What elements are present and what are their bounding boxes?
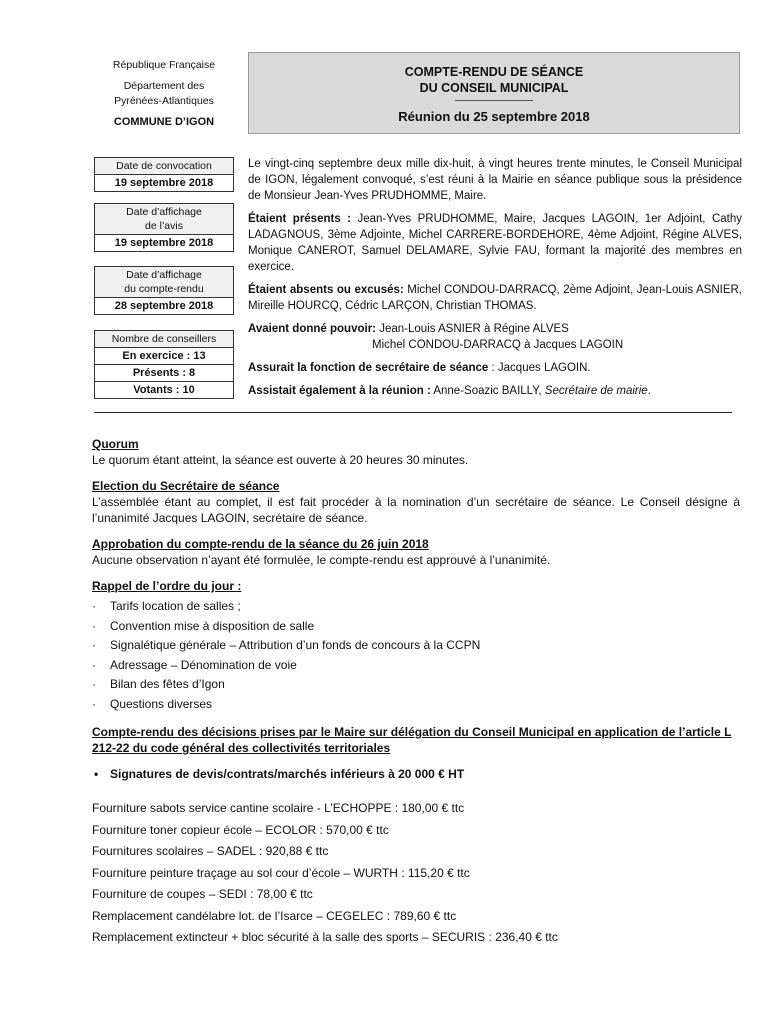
departement-line-1: Département des: [123, 80, 205, 92]
title-line-2: DU CONSEIL MUNICIPAL: [419, 81, 569, 95]
list-dot-icon: ·: [92, 657, 96, 672]
bullet-icon: •: [94, 767, 99, 781]
approbation-section: [92, 536, 740, 568]
affichage-cr-box: [94, 266, 234, 315]
affichage-avis-label-l1: Date d’affichage: [126, 206, 202, 218]
affichage-cr-label: [95, 267, 233, 298]
quorum-title: Quorum: [92, 437, 139, 451]
assistait-end: .: [647, 385, 651, 397]
affichage-avis-value: 19 septembre 2018: [114, 237, 214, 249]
list-dot-icon: ·: [92, 599, 96, 613]
agenda-item: [92, 695, 740, 715]
agenda-item-label: Bilan des fêtes d’Igon: [110, 677, 225, 691]
conseillers-label: Nombre de conseillers: [95, 331, 233, 348]
devis-list: [92, 798, 740, 949]
devis-item: Remplacement candélabre lot. de l’Isarce – CEGELEC : 789,60 € ttc: [92, 908, 457, 923]
decisions-title: Compte-rendu des décisions prises par le Maire sur délégation du Conseil Municipal en application de l’article L 212-22 du code général des collectivités territoriales: [92, 725, 732, 755]
signatures-label: Signatures de devis/contrats/marchés inférieurs à 20 000 € HT: [110, 767, 465, 781]
header-divider: [94, 412, 732, 413]
conseillers-box: [94, 330, 234, 399]
agenda-item: [92, 597, 740, 617]
votants-value: Votants : 10: [95, 381, 233, 398]
intro-text: [248, 156, 742, 406]
election-section: [92, 478, 740, 526]
devis-item: Fourniture peinture traçage au sol cour d’école – WURTH : 115,20 € ttc: [92, 865, 470, 880]
rappel-title: Rappel de l’ordre du jour :: [92, 579, 242, 593]
pouvoir-paragraph: [248, 321, 742, 353]
devis-item: Fournitures scolaires – SADEL : 920,88 € ttc: [92, 844, 329, 858]
agenda-item: [92, 617, 740, 637]
absents-label: Étaient absents ou excusés:: [248, 284, 404, 296]
agenda-item-label: Signalétique générale – Attribution d’un fonds de concours à la CCPN: [110, 638, 481, 652]
convocation-value: 19 septembre 2018: [114, 177, 214, 189]
commune-label: COMMUNE D’IGON: [113, 116, 215, 128]
agenda-item-label: Adressage – Dénomination de voie: [110, 657, 297, 672]
agenda-item-label: Convention mise à disposition de salle: [110, 618, 315, 633]
quorum-section: [92, 436, 740, 468]
assistait-role: Secrétaire de mairie: [544, 385, 648, 397]
pouvoir-2: Michel CONDOU-DARRACQ à Jacques LAGOIN: [372, 339, 624, 351]
agenda-item-label: Questions diverses: [110, 696, 213, 711]
list-dot-icon: ·: [92, 618, 96, 633]
affichage-cr-label-l1: Date d’affichage: [126, 269, 202, 281]
pouvoir-1: Jean-Louis ASNIER à Régine ALVES: [376, 323, 569, 335]
absents-text: Michel CONDOU-DARRACQ, 2ème Adjoint, Jean-Louis ASNIER, Mireille HOURCQ, Cédric LARÇON, Christian THOMAS.: [248, 284, 742, 312]
agenda-list: [92, 597, 740, 714]
affichage-avis-label-l2: de l’avis: [145, 220, 183, 232]
departement-line-2: Pyrénées-Atlantiques: [114, 95, 214, 107]
signatures-bullet: [92, 766, 740, 782]
absents-paragraph: [248, 282, 742, 314]
presents-label: Étaient présents :: [248, 213, 352, 225]
devis-item: Fourniture de coupes – SEDI : 78,00 € ttc: [92, 887, 313, 901]
approbation-text: Aucune observation n’ayant été formulée, le compte-rendu est approuvé à l’unanimité.: [92, 553, 551, 567]
agenda-item-label: Tarifs location de salles ;: [110, 599, 241, 613]
presents-paragraph: [248, 211, 742, 275]
opening-paragraph: Le vingt-cinq septembre deux mille dix-huit, à vingt heures trente minutes, le Conseil Municipal de IGON, légalement convoqué, s’est réuni à la Mairie en séance publique sous la présidence de Monsieur Jean-Yves PRUDHOMME, Maire.: [248, 158, 742, 202]
secretaire-text: : Jacques LAGOIN.: [488, 362, 591, 374]
affichage-avis-box: [94, 203, 234, 252]
affichage-cr-label-l2: du compte-rendu: [124, 283, 204, 295]
list-dot-icon: ·: [92, 638, 96, 652]
list-dot-icon: ·: [92, 696, 96, 711]
approbation-title: Approbation du compte-rendu de la séance du 26 juin 2018: [92, 537, 429, 551]
assistait-paragraph: [248, 383, 742, 399]
affichage-cr-value: 28 septembre 2018: [114, 300, 214, 312]
devis-item: Fourniture toner copieur école – ECOLOR : 570,00 € ttc: [92, 822, 389, 837]
header-left: [94, 58, 234, 130]
list-dot-icon: ·: [92, 677, 96, 691]
quorum-text: Le quorum étant atteint, la séance est ouverte à 20 heures 30 minutes.: [92, 453, 469, 467]
title-box: [248, 52, 740, 134]
meeting-date-title: Réunion du 25 septembre 2018: [398, 109, 590, 124]
assistait-label: Assistait également à la réunion :: [248, 385, 431, 397]
agenda-item: [92, 656, 740, 676]
election-text: L’assemblée étant au complet, il est fait procéder à la nomination d’un secrétaire de séance. Le Conseil désigne à l’unanimité Jacques LAGOIN, secrétaire de séance.: [92, 495, 740, 525]
presents-text: Jean-Yves PRUDHOMME, Maire, Jacques LAGOIN, 1er Adjoint, Cathy LADAGNOUS, 3ème Adjointe, Michel CARRERE-BORDEHORE, 4ème Adjoint, Régine ALVES, Monique CANEROT, Samuel DELAMARE, Sylvie FAU, formant la majorité des membres en exercice.: [248, 213, 742, 273]
republique-label: République Française: [112, 59, 216, 71]
agenda-item: [92, 675, 740, 695]
election-title: Election du Secrétaire de séance: [92, 479, 280, 493]
affichage-avis-label: [95, 204, 233, 235]
title-separator: [455, 100, 533, 101]
devis-item: Remplacement extincteur + bloc sécurité à la salle des sports – SECURIS : 236,40 € ttc: [92, 930, 558, 944]
convocation-box: [94, 157, 234, 192]
minutes-body: [92, 436, 740, 949]
decisions-section: [92, 724, 740, 949]
secretaire-paragraph: [248, 360, 742, 376]
en-exercice-value: En exercice : 13: [122, 350, 206, 362]
devis-item: Fourniture sabots service cantine scolaire - L’ECHOPPE : 180,00 € ttc: [92, 801, 465, 815]
title-line-1: COMPTE-RENDU DE SÉANCE: [404, 65, 584, 79]
assistait-text: Anne-Soazic BAILLY,: [430, 385, 545, 397]
secretaire-label: Assurait la fonction de secrétaire de séance: [248, 362, 489, 374]
convocation-label: Date de convocation: [95, 158, 233, 175]
presents-value: Présents : 8: [95, 364, 233, 381]
pouvoir-label: Avaient donné pouvoir:: [248, 323, 376, 335]
rappel-section: [92, 578, 740, 714]
agenda-item: [92, 636, 740, 656]
